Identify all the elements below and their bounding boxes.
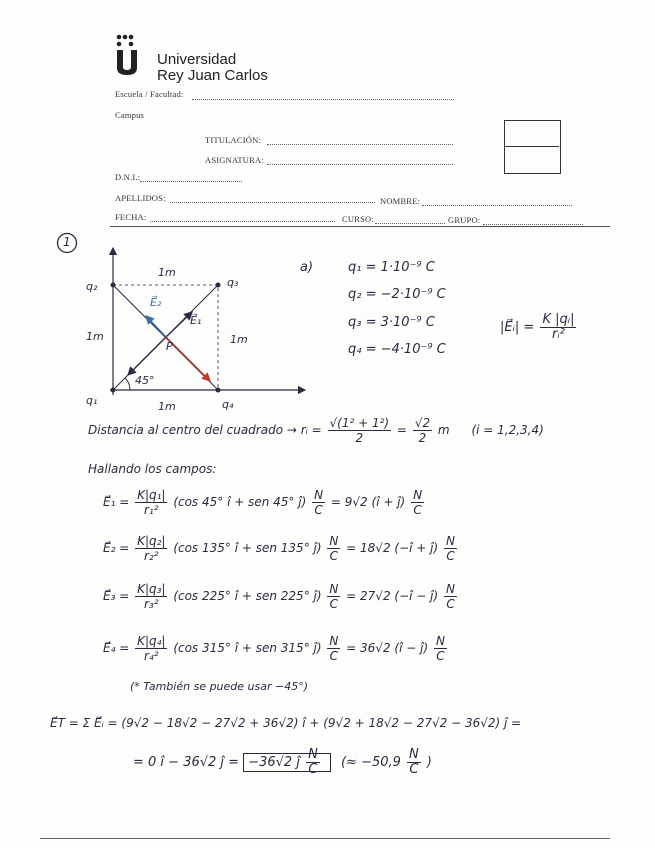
field-row-unit-num: N	[329, 634, 339, 648]
total-rhs: (9√2 − 18√2 − 27√2 + 36√2) î + (9√2 + 18√2 − 27√2 − 36√2) ĵ =	[121, 716, 522, 730]
field-row-e2	[103, 534, 459, 563]
label-dni: D.N.I.:	[115, 172, 141, 182]
distance-line	[88, 416, 544, 445]
distance-num: √(1² + 1²)	[329, 416, 390, 430]
field-row-den: r₁²	[144, 503, 159, 517]
field-magnitude-formula	[500, 313, 578, 342]
distance-num2: √2	[414, 416, 431, 430]
total-field-line	[50, 716, 521, 730]
charge-q3-dot	[216, 283, 221, 288]
field-row-unit	[327, 634, 340, 663]
diagram-label-q3: q₃	[227, 276, 239, 289]
final-approx-unit	[407, 748, 421, 777]
label-campus: Campus	[115, 110, 145, 120]
field-row-unit-den: C	[329, 649, 339, 663]
diagram-label-side-right: 1m	[230, 333, 248, 346]
field-nombre[interactable]	[422, 205, 572, 206]
field-row-unit2-num: N	[446, 582, 455, 596]
field-formula-num: K |qᵢ|	[542, 312, 575, 327]
field-row-result: = 18√2 (−î + ĵ)	[346, 541, 439, 555]
part-label: a)	[300, 260, 314, 275]
field-row-unit	[312, 488, 325, 517]
total-lhs: E⃗T = Σ E⃗ᵢ =	[50, 716, 118, 730]
field-row-unit2	[444, 582, 457, 611]
field-row-unit-num: N	[329, 534, 339, 548]
label-apellidos: APELLIDOS:	[115, 193, 166, 203]
final-boxed-value: −36√2 ĵ	[248, 755, 300, 770]
final-unit	[306, 748, 320, 777]
distance-fraction-2	[413, 416, 432, 445]
label-grupo: GRUPO:	[448, 215, 481, 225]
charge-q4-dot	[216, 388, 221, 393]
final-approx-unit-den: C	[409, 762, 419, 777]
angle-note: (* También se puede usar −45°)	[130, 680, 309, 693]
university-logo-icon	[115, 34, 139, 76]
diagram-label-e1: E⃗₁	[190, 314, 202, 327]
field-grupo[interactable]	[483, 224, 583, 225]
final-approx: (≈ −50,9	[340, 755, 401, 770]
final-prefix: = 0 î − 36√2 ĵ =	[133, 755, 240, 770]
distance-range: (i = 1,2,3,4)	[471, 423, 544, 437]
field-dni[interactable]	[140, 181, 242, 182]
diagram-label-angle: 45°	[135, 374, 155, 387]
field-row-result: = 27√2 (−î − ĵ)	[346, 589, 439, 603]
final-result-box	[243, 747, 331, 777]
field-formula-den: rᵢ²	[552, 327, 565, 342]
label-titulacion: TITULACIÓN:	[205, 135, 262, 145]
distance-fraction-1	[328, 416, 392, 445]
diagram-label-q1: q₁	[86, 394, 98, 407]
field-curso[interactable]	[375, 223, 445, 224]
field-row-den: r₂²	[144, 549, 159, 563]
diagram-label-side-left: 1m	[86, 330, 104, 343]
charge-q2: q₂ = −2·10⁻⁹ C	[348, 287, 446, 302]
charge-square-diagram	[80, 240, 320, 420]
page-bottom-rule	[40, 838, 610, 839]
diagram-label-e2: E⃗₂	[150, 296, 162, 309]
field-row-fraction	[135, 582, 167, 611]
fields-heading: Hallando los campos:	[88, 462, 217, 476]
field-row-trig: (cos 135° î + sen 135° ĵ)	[173, 541, 322, 555]
university-name-line2: Rey Juan Carlos	[157, 67, 268, 84]
diagram-label-q4: q₄	[222, 398, 234, 411]
field-row-lhs: E⃗₃ =	[103, 589, 130, 603]
field-row-lhs: E⃗₁ =	[103, 495, 130, 509]
distance-equals: =	[396, 423, 407, 437]
field-row-e3	[103, 582, 459, 611]
field-row-unit2-num: N	[413, 488, 423, 502]
label-curso: CURSO:	[342, 214, 374, 224]
field-row-trig: (cos 45° î + sen 45° ĵ)	[173, 495, 307, 509]
field-fecha[interactable]	[150, 221, 335, 222]
charge-q4: q₄ = −4·10⁻⁹ C	[348, 342, 446, 357]
field-row-unit2	[444, 534, 457, 563]
field-row-num: K|q₃|	[137, 582, 166, 596]
field-row-unit-den: C	[329, 597, 339, 611]
field-row-lhs: E⃗₂ =	[103, 541, 130, 555]
field-row-unit2-num: N	[435, 634, 445, 648]
problem-number: 1	[63, 235, 71, 249]
diagram-label-point: P	[166, 340, 173, 353]
grade-box[interactable]	[504, 120, 561, 174]
field-row-unit	[327, 582, 340, 611]
field-apellidos[interactable]	[170, 202, 375, 203]
field-row-e4	[103, 634, 449, 663]
field-row-result: = 9√2 (î + ĵ)	[330, 495, 406, 509]
field-row-unit-num: N	[329, 582, 339, 596]
field-formula-fraction	[540, 313, 576, 342]
charge-q3: q₃ = 3·10⁻⁹ C	[348, 315, 435, 330]
final-approx-close: )	[426, 755, 432, 770]
grade-box-divider	[504, 146, 559, 147]
field-row-unit2	[411, 488, 424, 517]
charge-q1-dot	[111, 388, 116, 393]
final-result-line	[133, 748, 432, 777]
field-row-lhs: E⃗₄ =	[103, 641, 130, 655]
field-titulacion[interactable]	[267, 144, 453, 145]
field-row-unit-den: C	[314, 503, 323, 517]
field-row-unit2-den: C	[446, 549, 455, 563]
field-row-num: K|q₄|	[137, 634, 166, 648]
field-row-unit-den: C	[329, 549, 339, 563]
field-row-fraction	[135, 534, 167, 563]
field-row-fraction	[135, 634, 167, 663]
label-escuela: Escuela / Facultad:	[115, 89, 184, 99]
field-row-unit2-den: C	[446, 597, 455, 611]
field-row-unit2	[434, 634, 447, 663]
e1-vector	[166, 312, 192, 337]
distance-unit: m	[437, 423, 450, 437]
header-separator	[110, 226, 610, 227]
final-unit-den: C	[308, 762, 318, 777]
field-row-num: K|q₁|	[137, 488, 166, 502]
university-name-line1: Universidad	[157, 51, 237, 68]
field-row-unit2-den: C	[413, 503, 422, 517]
distance-den: 2	[355, 431, 364, 445]
label-asignatura: ASIGNATURA:	[205, 155, 264, 165]
field-row-den: r₄²	[144, 649, 159, 663]
e3-vector	[128, 337, 166, 375]
diagram-label-q2: q₂	[86, 280, 98, 293]
university-name	[157, 52, 268, 84]
field-row-e1	[103, 488, 426, 517]
field-row-result: = 36√2 (î − ĵ)	[346, 641, 429, 655]
field-row-den: r₃²	[144, 597, 159, 611]
field-formula-lhs: |E⃗ᵢ| =	[500, 320, 535, 335]
label-nombre: NOMBRE:	[380, 196, 421, 206]
field-row-unit2-num: N	[446, 534, 455, 548]
charge-q1: q₁ = 1·10⁻⁹ C	[348, 260, 435, 275]
distance-text: Distancia al centro del cuadrado → rᵢ =	[88, 423, 322, 437]
field-row-unit2-den: C	[436, 649, 445, 663]
field-row-trig: (cos 315° î + sen 315° ĵ)	[173, 641, 322, 655]
field-row-num: K|q₂|	[137, 534, 166, 548]
final-unit-num: N	[308, 747, 318, 762]
field-row-unit-num: N	[314, 488, 324, 502]
e2-vector	[146, 316, 166, 337]
distance-den2: 2	[418, 431, 427, 445]
field-asignatura[interactable]	[267, 164, 453, 165]
label-fecha: FECHA:	[115, 212, 147, 222]
field-row-trig: (cos 225° î + sen 225° ĵ)	[173, 589, 322, 603]
diagram-label-side-top: 1m	[158, 266, 176, 279]
diagram-label-side-bottom: 1m	[158, 400, 176, 413]
final-approx-unit-num: N	[409, 747, 419, 762]
field-escuela[interactable]	[192, 99, 454, 100]
angle-arc	[125, 378, 130, 390]
field-row-unit	[327, 534, 340, 563]
charge-q2-dot	[111, 283, 116, 288]
field-row-fraction	[135, 488, 167, 517]
